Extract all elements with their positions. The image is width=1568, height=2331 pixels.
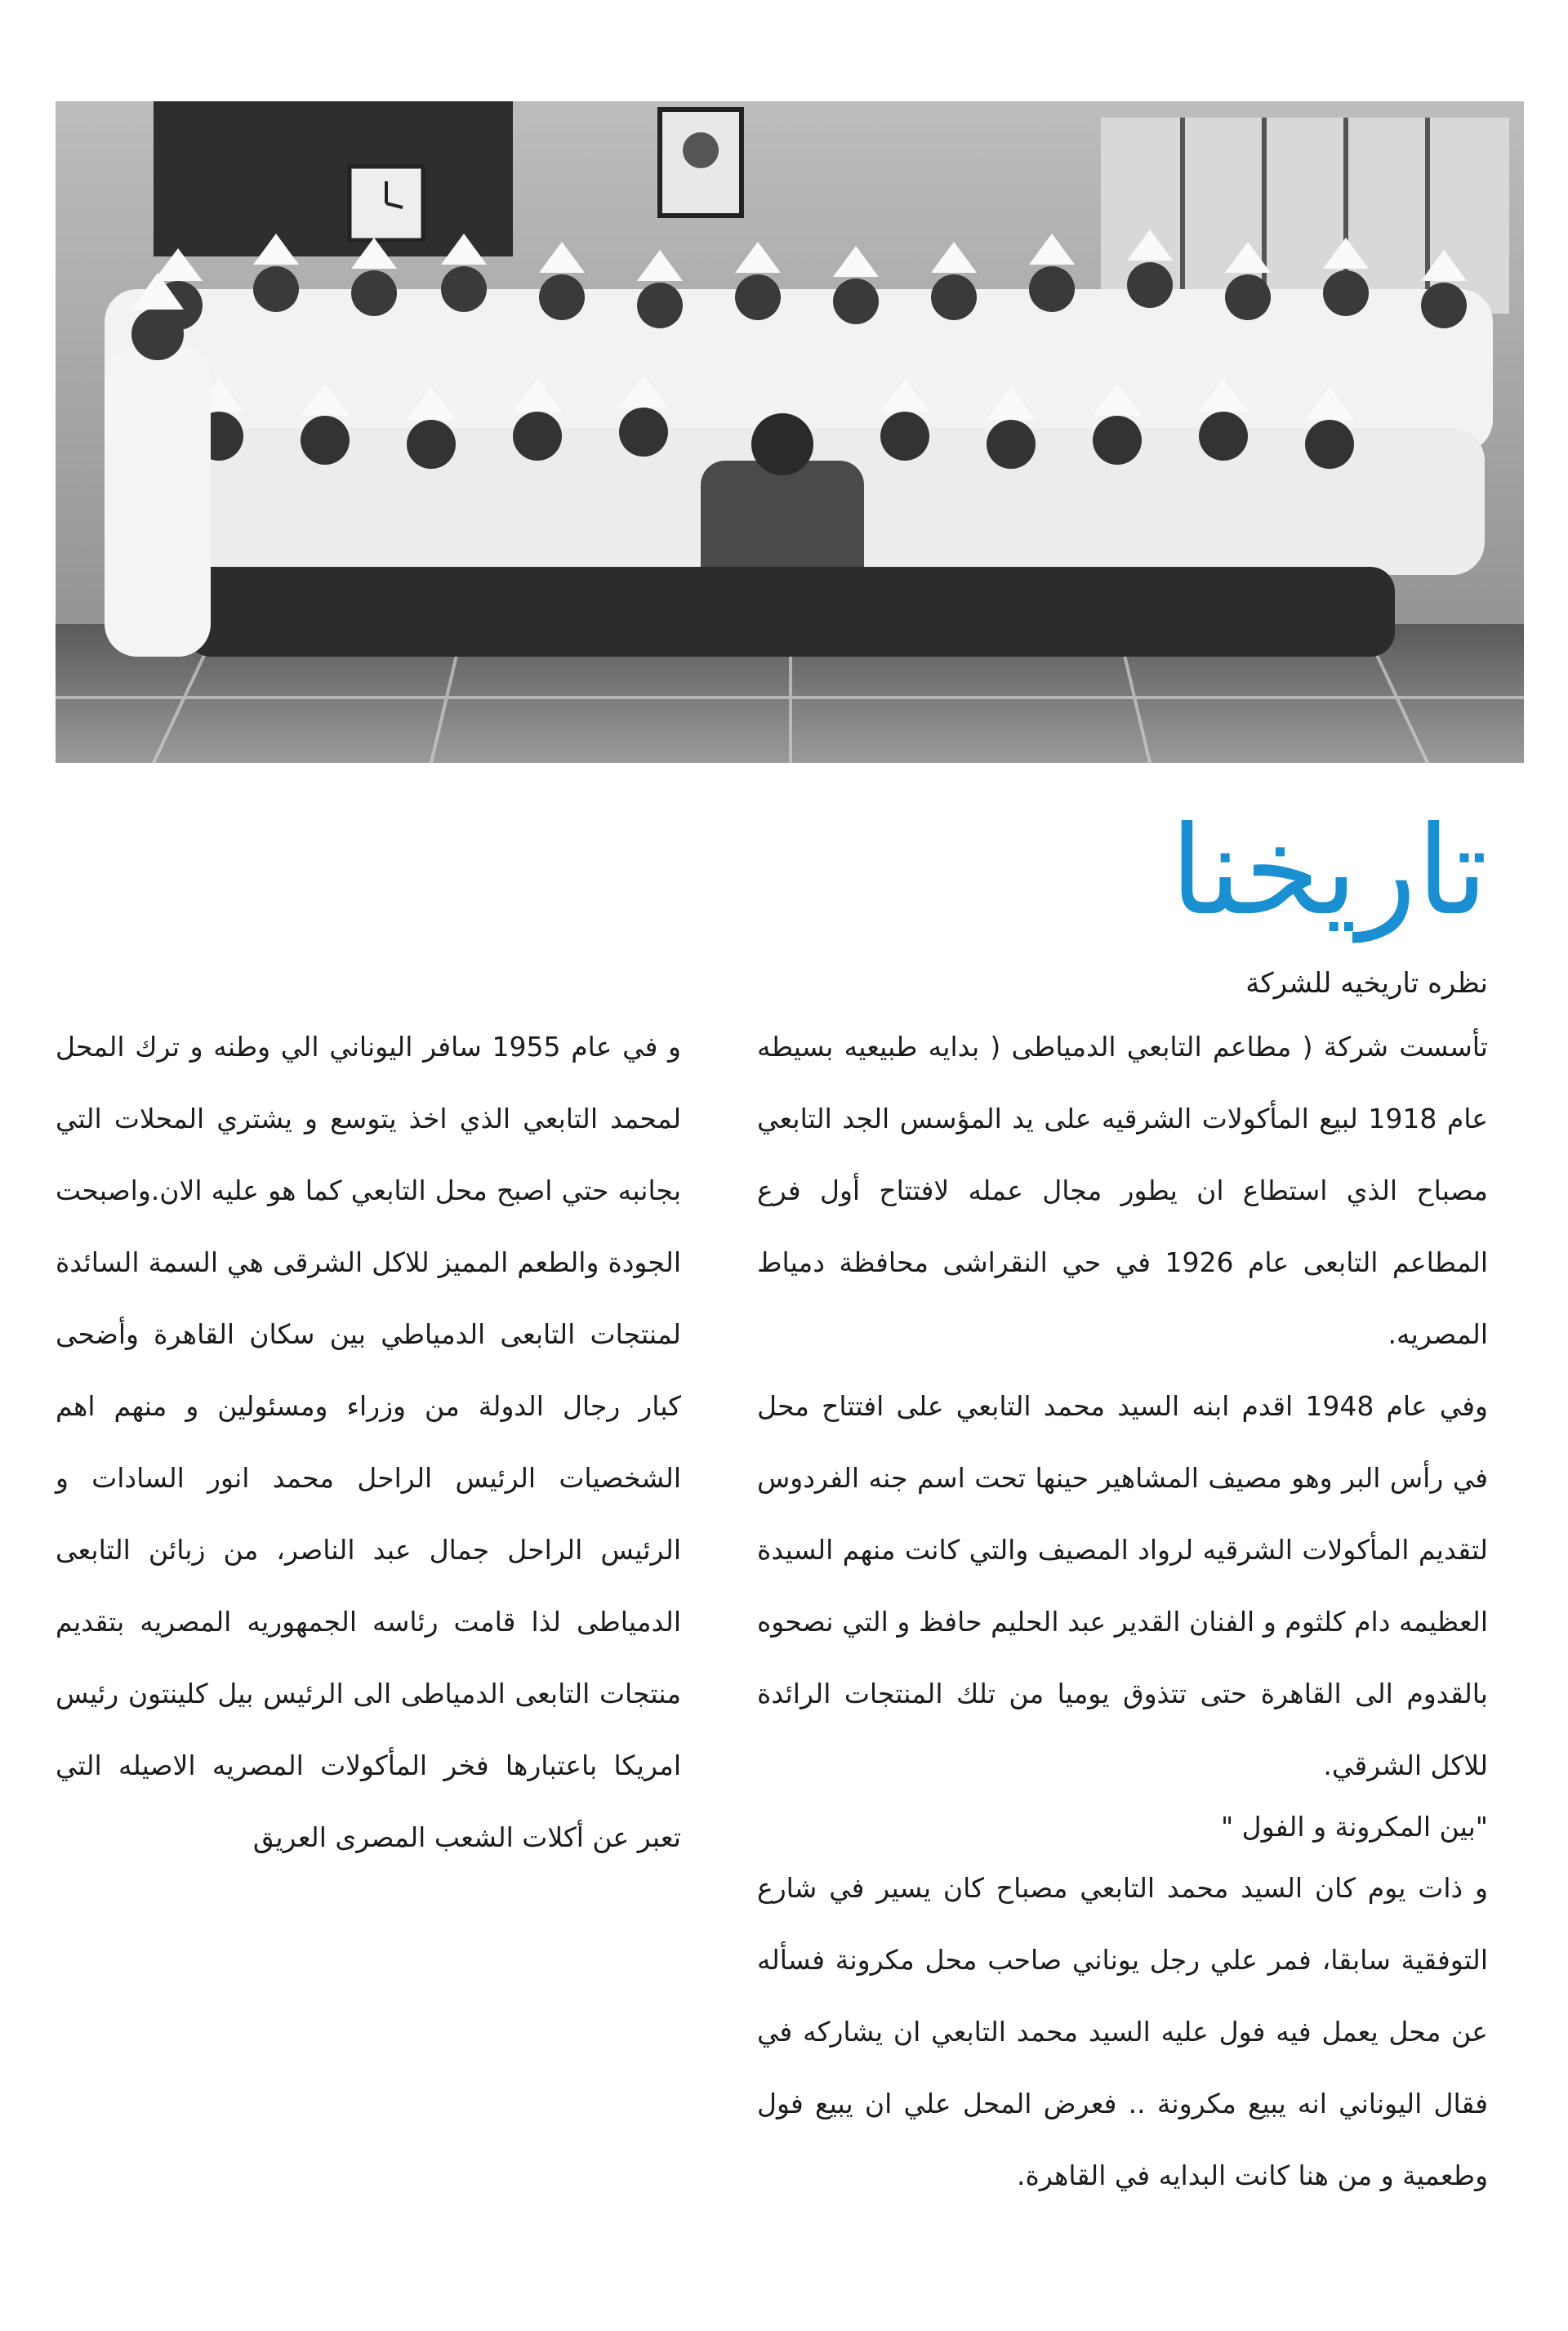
group-photo-icon xyxy=(56,101,1524,763)
quote-heading: "بين المكرونة و الفول " xyxy=(1220,1811,1488,1843)
left-text-column xyxy=(56,1011,681,1874)
story-paragraph: و ذات يوم كان السيد محمد التابعي مصباح كان يسير في شارع التوفقية سابقا، فمر علي رجل يوناني صاحب محل مكرونة فسأله عن محل يعمل فيه فول عليه السيد محمد التابعي ان يشاركه في فقال اليوناني انه يبيع مكرونة .. فعرض المحل علي ان يبيع فول وطعمية و من هنا كانت البدايه في القاهرة. xyxy=(757,1872,1488,2191)
historic-group-photo xyxy=(56,101,1524,763)
right-text-column xyxy=(757,1011,1488,2212)
page-title: تاريخنا xyxy=(1169,800,1488,943)
founding-paragraph: تأسست شركة ( مطاعم التابعي الدمياطى ( بدايه طبيعيه بسيطه عام 1918 لبيع المأكولات الشرقيه على يد المؤسس الجد التابعي مصباح الذي استطاع ان يطور مجال عمله لافتتاح أول فرع المطاعم التابعى عام 1926 في حي النقراشى محافظة دمياط المصريه. xyxy=(757,1031,1489,1350)
expansion-paragraph: وفي عام 1948 اقدم ابنه السيد محمد التابعي على افتتاح محل في رأس البر وهو مصيف المشاهير حينها تحت اسم جنه الفردوس لتقديم المأكولات الشرقيه لرواد المصيف والتي كانت منهم السيدة العظيمه دام كلثوم و الفنان القدير عبد الحليم حافظ و التي نصحوه بالقدوم الى القاهرة حتى تتذوق يوميا من تلك المنتجات الرائدة للاكل الشرقي. xyxy=(757,1390,1488,1781)
legacy-paragraph: و في عام 1955 سافر اليوناني الي وطنه و ترك المحل لمحمد التابعي الذي اخذ يتوسع و يشتري المحلات التي بجانبه حتي اصبح محل التابعي كما هو عليه الان.واصبحت الجودة والطعم المميز للاكل الشرقى هي السمة السائدة لمنتجات التابعى الدمياطي بين سكان القاهرة وأضحى كبار رجال الدولة من وزراء ومسئولين و منهم اهم الشخصيات الرئيس الراحل محمد انور السادات و الرئيس الراحل جمال عبد الناصر، من زبائن التابعى الدمياطى لذا قامت رئاسه الجمهوريه المصريه بتقديم منتجات التابعى الدمياطى الى الرئيس بيل كلينتون رئيس امريكا باعتبارها فخر المأكولات المصريه الاصيله التي تعبر عن أكلات الشعب المصرى العريق xyxy=(56,1031,681,1853)
page-subtitle: نظره تاريخيه للشركة xyxy=(1245,967,1488,1000)
